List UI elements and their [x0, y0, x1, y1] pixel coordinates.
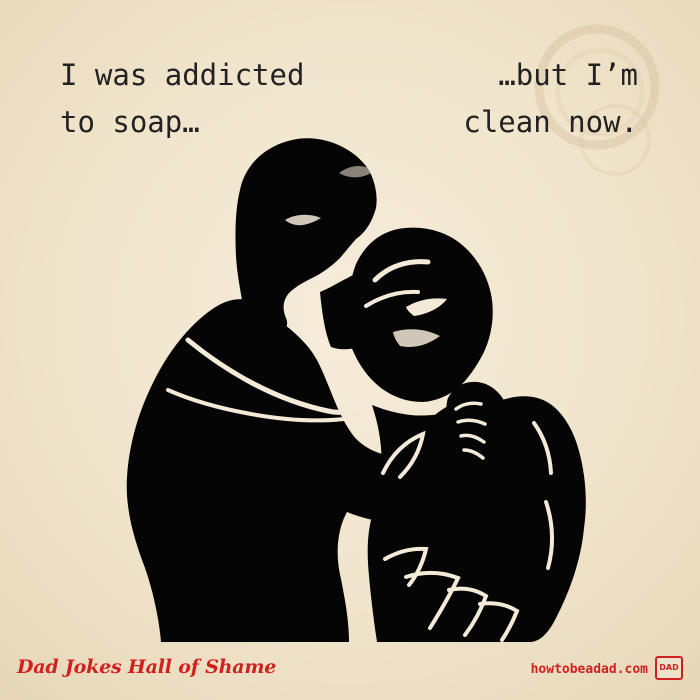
- joke-setup-line-1: I was addicted: [60, 58, 305, 92]
- dad-badge-icon: DAD: [655, 656, 683, 680]
- brand-title: Dad Jokes Hall of Shame: [17, 656, 277, 678]
- joke-punchline-caption: [463, 52, 638, 146]
- joke-setup-caption: [60, 52, 304, 146]
- joke-punchline-line-2: clean now.: [463, 105, 638, 139]
- joke-punchline-line-1: …but I’m: [498, 58, 638, 92]
- joke-setup-line-2: to soap…: [60, 105, 200, 139]
- site-link[interactable]: howtobeadad.com: [530, 662, 648, 677]
